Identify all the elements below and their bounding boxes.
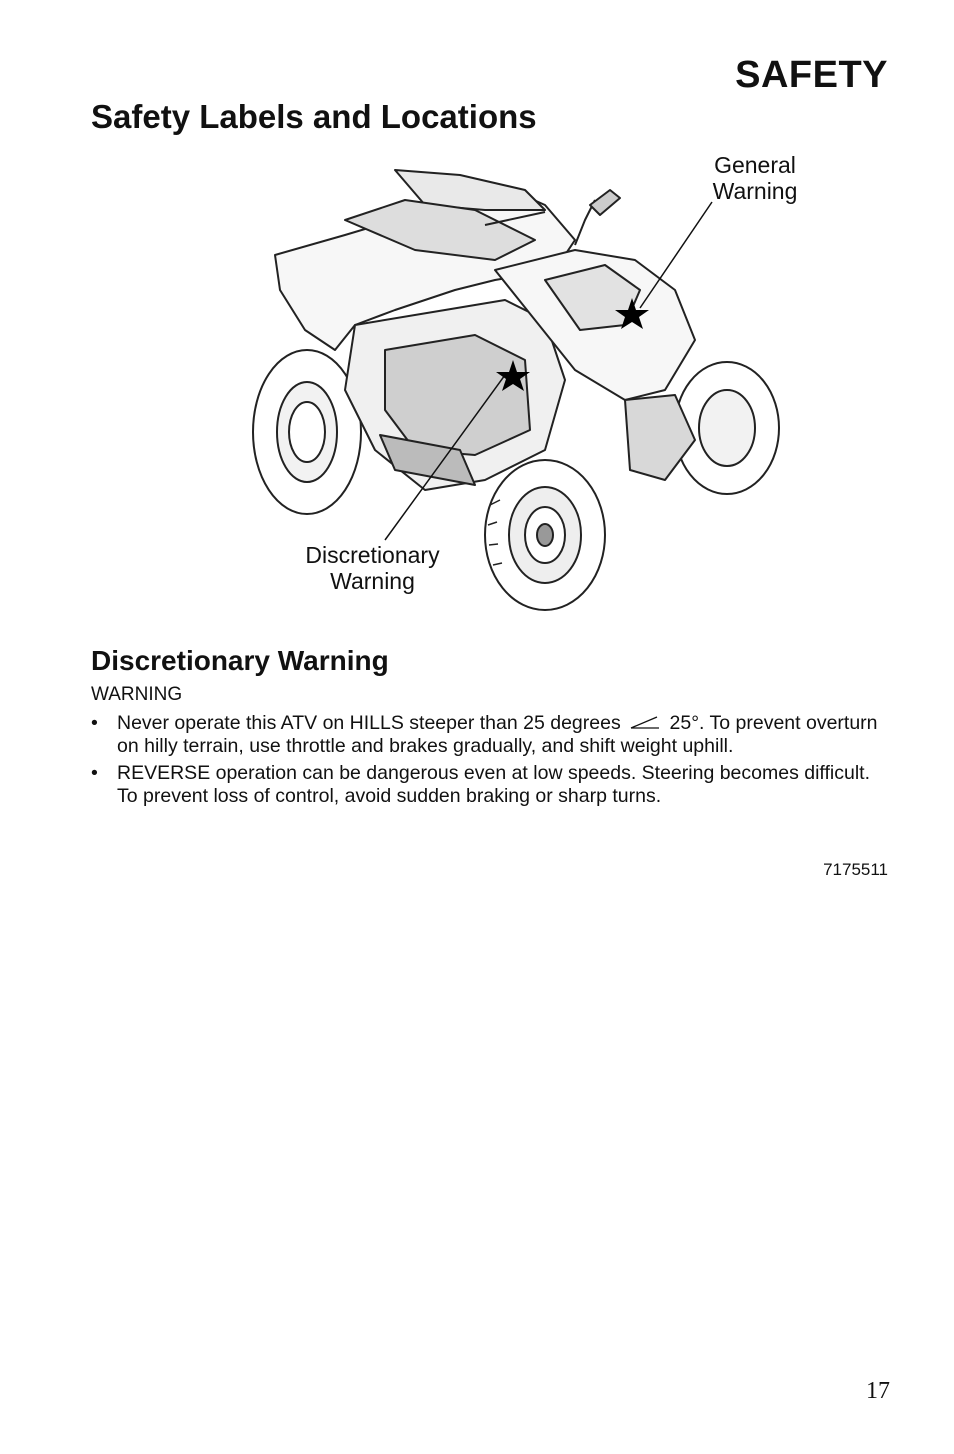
section-heading: Discretionary Warning (91, 645, 389, 676)
callout-line: General (714, 152, 796, 178)
bullet-text: REVERSE operation can be dangerous even at low speeds. Steering becomes difficult. To prevent loss of control, avoid sudden braking or sharp turns. (117, 762, 871, 807)
callout-line: Discretionary (305, 542, 440, 568)
list-item (91, 762, 881, 807)
callout-line: Warning (712, 178, 798, 204)
callout-line: Warning (330, 568, 415, 594)
bullet-text-start: Never operate this ATV on HILLS steeper than 25 degrees (117, 712, 621, 734)
bullet-text-end: 25°. To prevent overturn on hilly terrain, use throttle and brakes gradually, and shift weight uphill. (117, 712, 878, 757)
slope-angle-icon (630, 714, 660, 730)
warning-label: WARNING (91, 684, 183, 705)
page-number: 17 (866, 1378, 890, 1404)
warning-list (91, 712, 881, 812)
page-title: Safety Labels and Locations (91, 98, 537, 135)
general-warning-callout (700, 152, 810, 204)
bullet-icon: • (91, 712, 98, 734)
section-header: SAFETY (735, 54, 888, 96)
bullet-icon: • (91, 762, 98, 784)
list-item (91, 712, 881, 757)
discretionary-warning-callout (290, 542, 455, 594)
label-part-number: 7175511 (823, 860, 888, 879)
